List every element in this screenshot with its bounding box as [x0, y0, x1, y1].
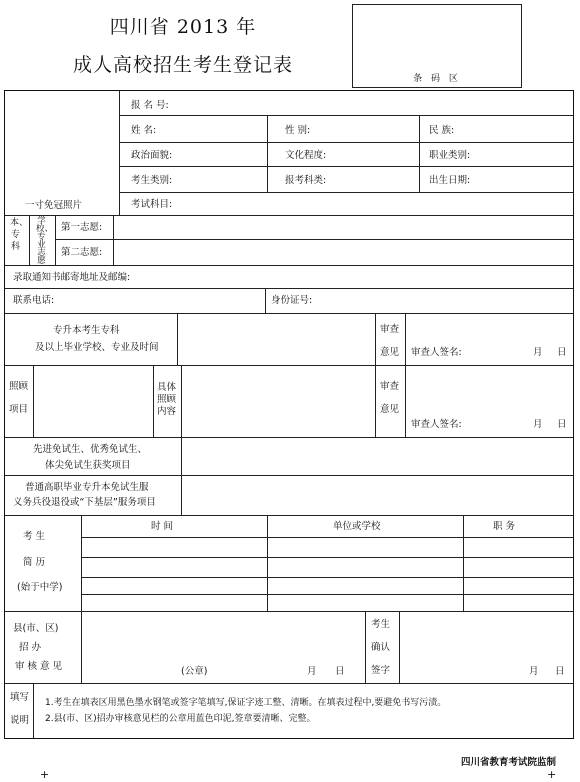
major-side-label-1: 本、专科 [10, 218, 29, 252]
subjects-label: 考试科目: [131, 199, 173, 210]
county-month: 月 [307, 666, 317, 677]
review-month: 月 [533, 347, 543, 358]
crop-mark-left: + [40, 768, 50, 781]
county-day: 日 [335, 666, 345, 677]
upgrade-label-line1: 专升本考生专科 [53, 325, 120, 336]
care-review-signature: 审查人签名: [411, 419, 462, 430]
crop-mark-right: + [547, 768, 557, 781]
care-content-line3: 内容 [157, 406, 177, 417]
confirm-day: 日 [555, 666, 565, 677]
address-label: 录取通知书邮寄地址及邮编: [13, 272, 131, 283]
resume-col-role: 职 务 [493, 521, 516, 532]
barcode-label: 条 码 区 [413, 74, 461, 84]
confirm-month: 月 [529, 666, 539, 677]
care-review-line1: 审查 [380, 381, 400, 392]
title-line1: 四川省 2013 年 [109, 16, 257, 38]
resume-label-line1: 考 生 [23, 531, 46, 542]
exempt-line1: 先进免试生、优秀免试生、 [33, 444, 148, 455]
id-label: 身份证号: [271, 295, 313, 306]
care-content-line1: 具体 [157, 382, 177, 393]
service-line1: 普通高职毕业专升本免试生服 [25, 482, 149, 493]
review-day: 日 [557, 347, 567, 358]
care-label-line2: 项目 [9, 404, 29, 415]
review-label-line2: 意见 [380, 347, 400, 358]
title-line2: 成人高校招生考生登记表 [72, 54, 293, 76]
care-content-line2: 照顾 [157, 394, 177, 405]
second-choice-label: 第二志愿: [61, 247, 103, 258]
care-review-line2: 意见 [380, 404, 400, 415]
upgrade-label-line2: 及以上毕业学校、专业及时间 [35, 342, 159, 353]
reg-no-label: 报 名 号: [131, 100, 169, 111]
footer-supervisor: 四川省教育考试院监制 [460, 757, 556, 768]
notes-label2: 说明 [10, 715, 30, 726]
notes-label1: 填写 [10, 692, 30, 703]
resume-label-line2: 简 历 [23, 557, 46, 568]
resume-col-unit: 单位或学校 [333, 521, 381, 532]
photo-label: 一寸免冠照片 [25, 200, 83, 211]
county-seal: (公章) [181, 666, 208, 677]
barcode-area [352, 4, 522, 88]
education-label: 文化程度: [285, 150, 327, 161]
service-line2: 义务兵役退役或“下基层”服务项目 [13, 497, 156, 508]
county-line2: 招 办 [19, 642, 42, 653]
care-review-day: 日 [557, 419, 567, 430]
review-label-line1: 审查 [380, 324, 400, 335]
occupation-label: 职业类别: [429, 150, 471, 161]
birth-date-label: 出生日期: [429, 175, 471, 186]
care-label-line1: 照顾 [9, 381, 29, 392]
gender-label: 性 别: [285, 125, 311, 136]
county-line3: 审 核 意 见 [15, 661, 63, 672]
confirm-line1: 考生 [371, 619, 391, 630]
exempt-line2: 体尖免试生获奖项目 [45, 460, 131, 471]
name-label: 姓 名: [131, 125, 157, 136]
notes-item2: 2.县(市、区)招办审核意见栏的公章用蓝色印泥,签章要清晰、完整。 [45, 714, 316, 724]
confirm-line2: 确认 [371, 642, 391, 653]
exam-type-label: 报考科类: [285, 175, 327, 186]
first-choice-label: 第一志愿: [61, 222, 103, 233]
review-signature: 审查人签名: [411, 347, 462, 358]
county-line1: 县(市、区) [13, 623, 59, 634]
ethnicity-label: 民 族: [429, 125, 455, 136]
confirm-line3: 签字 [371, 665, 391, 676]
resume-col-time: 时 间 [151, 521, 174, 532]
political-label: 政治面貌: [131, 150, 173, 161]
phone-label: 联系电话: [13, 295, 55, 306]
notes-item1: 1.考生在填表区用黑色墨水钢笔或签字笔填写,保证字迹工整、清晰。在填表过程中,要避免书写污渍。 [45, 698, 447, 708]
examinee-type-label: 考生类别: [131, 175, 173, 186]
resume-label-line3: (始于中学) [17, 582, 63, 593]
major-side-label-2: 学校、专业志愿 [36, 216, 54, 266]
care-review-month: 月 [533, 419, 543, 430]
registration-form [4, 90, 574, 739]
